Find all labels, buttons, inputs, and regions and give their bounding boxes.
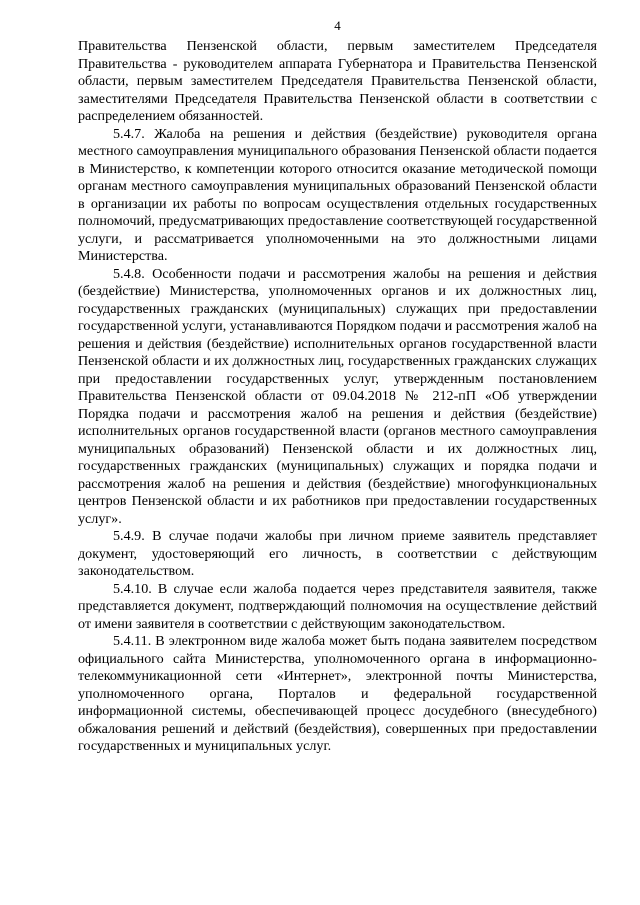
- document-body: [78, 38, 597, 756]
- paragraph-5-4-8: 5.4.8. Особенности подачи и рассмотрения жалобы на решения и действия (бездействие) Министерства, уполномоченных органов и их должностных лиц, государственных гражданских (муниципальных) служащих при предоставлении государственной услуги, устанавливаются Порядком подачи и рассмотрения жалоб на решения и действия (бездействие) исполнительных органов государственной власти Пензенской области и их должностных лиц, государственных гражданских служащих при предоставлении государственных услуг, утвержденным постановлением Правительства Пензенской области от 09.04.2018 № 212-пП «Об утверждении Порядка подачи и рассмотрения жалоб на решения и действия (бездействие) исполнительных органов государственной власти (органов местного самоуправления муниципальных образований) Пензенской области и их должностных лиц, государственных гражданских (муниципальных) служащих и порядка подачи и рассмотрения жалоб на решения и действия (бездействие) многофункциональных центров Пензенской области и их работников при предоставлении государственных услуг».: [78, 265, 597, 527]
- paragraph-5-4-7: 5.4.7. Жалоба на решения и действия (бездействие) руководителя органа местного самоуправления муниципального образования Пензенской области подается в Министерство, к компетенции которого относится оказание методической помощи органам местного самоуправления муниципальных образований Пензенской области в организации их работы по вопросам осуществления отдельных государственных полномочий, предусматривающих предоставление соответствующей государственной услуги, и рассматривается уполномоченными на это должностными лицами Министерства.: [78, 125, 597, 264]
- paragraph-5-4-11: 5.4.11. В электронном виде жалоба может быть подана заявителем посредством официального сайта Министерства, уполномоченного органа в информационно-телекоммуникационной сети «Интернет», электронной почты Министерства, уполномоченного органа, Порталов и федеральной государственной информационной системы, обеспечивающей процесс досудебного (внесудебного) обжалования решений и действий (бездействия), совершенных при предоставлении государственных и муниципальных услуг.: [78, 633, 597, 754]
- paragraph-continuation: Правительства Пензенской области, первым заместителем Председателя Правительства - руководителем аппарата Губернатора и Правительства Пензенской области, первым заместителем Председателя Правительства Пензенской области, заместителями Председателя Правительства Пензенской области в соответствии с распределением обязанностей.: [78, 38, 597, 124]
- page-number: 4: [334, 18, 341, 33]
- paragraph-5-4-9: 5.4.9. В случае подачи жалобы при личном приеме заявитель представляет документ, удостоверяющий его личность, в соответствии с действующим законодательством.: [78, 528, 597, 579]
- paragraph-5-4-10: 5.4.10. В случае если жалоба подается через представителя заявителя, также представляется документ, подтверждающий полномочия на осуществление действий от имени заявителя в соответствии с действующим законодательством.: [78, 580, 597, 632]
